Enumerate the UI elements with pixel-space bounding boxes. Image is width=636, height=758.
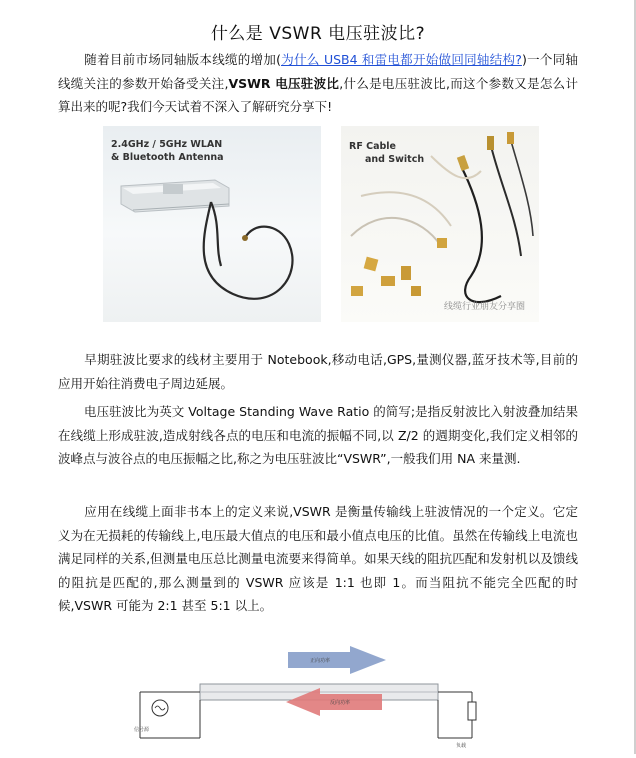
paragraph-1 bbox=[58, 348, 578, 395]
intro-bold-term: VSWR 电压驻波比 bbox=[228, 75, 340, 91]
forward-power-label: 正向功率 bbox=[310, 658, 331, 664]
forward-power-arrow bbox=[288, 646, 386, 674]
rf-caption-line2: and Switch bbox=[365, 154, 425, 165]
paragraph-2-text: 电压驻波比为英文 Voltage Standing Wave Ratio 的简写;是指反射波比入射波叠加结果在线缆上形成驻波,造成射线各点的电压和电流的振幅不同,以 Z/2 的週期变化,我们定义相邻的波峰点与波谷点的电压振幅之比,称之为电压驻波比“VSWR”,一般我们用 NA 来量测. bbox=[58, 404, 578, 466]
load-label: 负载 bbox=[456, 743, 467, 749]
paragraph-2 bbox=[58, 400, 578, 471]
intro-text-2: )一个同轴线缆关注的参数开始备受关注, bbox=[58, 52, 578, 91]
paragraph-1-text: 早期驻波比要求的线材主要用于 Notebook,移动电话,GPS,量测仪器,蓝牙技术等,目前的应用开始往消费电子周边延展。 bbox=[58, 352, 578, 391]
transmission-line-svg bbox=[120, 638, 520, 754]
transmission-line-diagram bbox=[120, 638, 520, 754]
rf-cable-photo-caption bbox=[349, 140, 424, 166]
intro-text-3: ,什么是电压驻波比,而这个参数又是怎么计算出来的呢?我们今天试着不深入了解研究分享下! bbox=[58, 75, 578, 114]
paragraph-3 bbox=[58, 500, 578, 618]
paragraph-3-text: 应用在线缆上面非书本上的定义来说,VSWR 是衡量传输线上驻波情况的一个定义。它定义为在无损耗的传输线上,电压最大值点的电压和最小值点电压的比值。虽然在传输线上电流也满足同样的关系,但测量电压总比测量电流要来得简单。如果天线的阻抗匹配和发射机以及馈线的阻抗是匹配的,那么测量到的 VSWR 应该是 1:1 也即 1。而当阻抗不能完全匹配的时候,VSWR 可能为 2:1 甚至 5:1 以上。 bbox=[58, 504, 578, 613]
antenna-caption-line2: & Bluetooth Antenna bbox=[111, 152, 224, 163]
intro-paragraph bbox=[58, 48, 578, 119]
page-title: 什么是 VSWR 电压驻波比? bbox=[210, 24, 426, 45]
signal-source-label: 信号源 bbox=[134, 727, 150, 733]
antenna-photo bbox=[103, 126, 321, 322]
intro-text-1: 随着目前市场同轴版本线缆的增加( bbox=[84, 52, 282, 67]
antenna-photo-caption bbox=[111, 138, 224, 164]
watermark: 线缆行业朋友分享圈 bbox=[443, 302, 525, 312]
antenna-caption-line1: 2.4GHz / 5GHz WLAN bbox=[111, 139, 223, 150]
rf-caption-line1: RF Cable bbox=[349, 141, 396, 152]
load-resistor bbox=[468, 702, 476, 720]
rf-cable-photo bbox=[341, 126, 539, 322]
reverse-power-label: 反向功率 bbox=[330, 700, 351, 706]
related-article-link[interactable]: 为什么 USB4 和雷电都开始做回同轴结构? bbox=[281, 52, 522, 67]
